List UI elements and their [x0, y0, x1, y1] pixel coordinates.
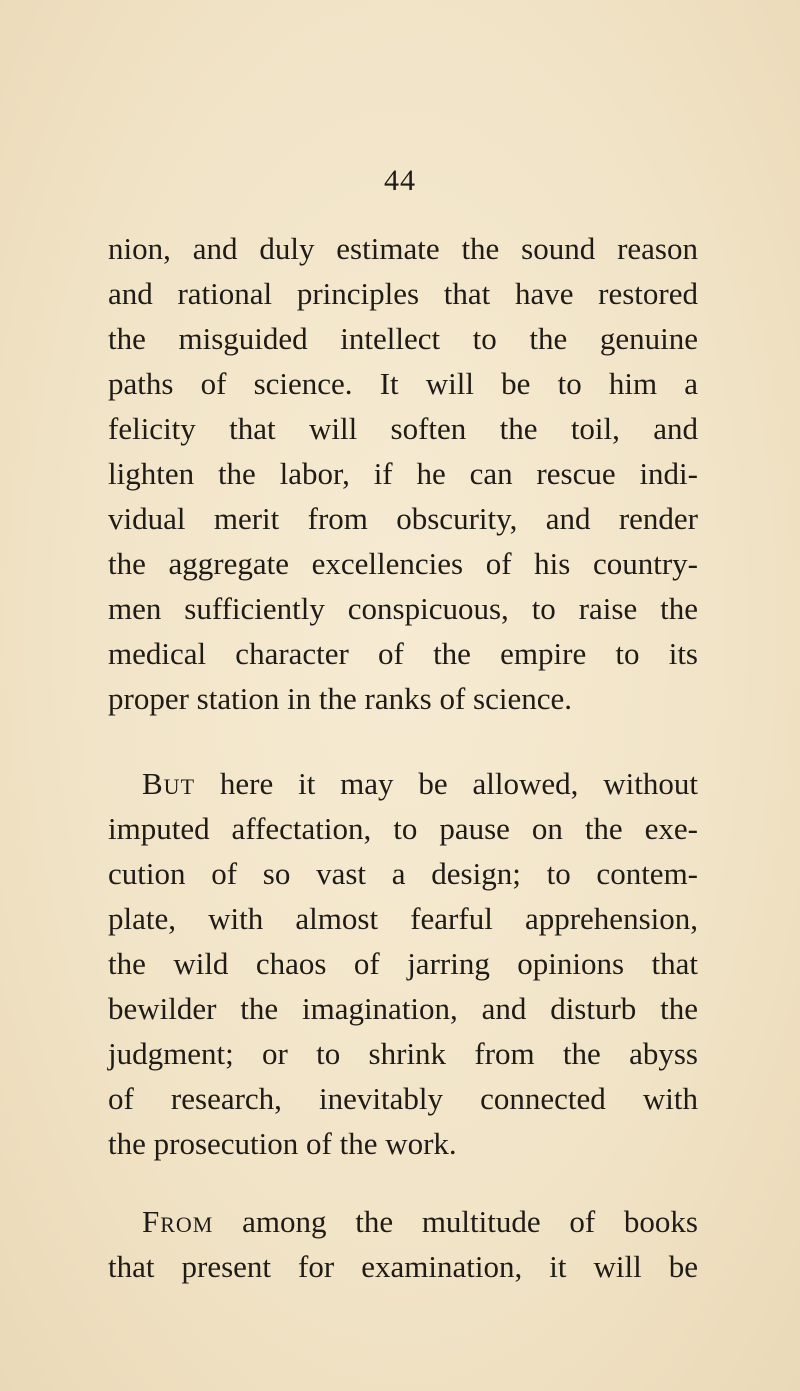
paragraph-gap: [108, 1166, 698, 1199]
text-line: cution of so vast a design; to contem-: [108, 856, 698, 891]
text-line: medical character of the empire to its: [108, 636, 698, 671]
text-line: imputed affectation, to pause on the exe-: [108, 811, 698, 846]
body-text: [108, 226, 698, 1289]
paragraph-2: [108, 761, 698, 1166]
text-line: [108, 1199, 698, 1244]
text-line: bewilder the imagination, and disturb the: [108, 991, 698, 1026]
text-line: [108, 761, 698, 806]
text-line: plate, with almost fearful apprehension,: [108, 901, 698, 936]
text-line: lighten the labor, if he can rescue indi-: [108, 456, 698, 491]
line-text: among the multitude of books: [213, 1204, 698, 1239]
lead-word: From: [142, 1204, 214, 1239]
lead-word: But: [142, 766, 196, 801]
text-line: men sufficiently conspicuous, to raise the: [108, 591, 698, 626]
paragraph-gap: [108, 721, 698, 761]
text-line: proper station in the ranks of science.: [108, 681, 572, 716]
text-line: judgment; or to shrink from the abyss: [108, 1036, 698, 1071]
text-line: paths of science. It will be to him a: [108, 366, 698, 401]
page-number: 44: [384, 164, 416, 197]
text-line: vidual merit from obscurity, and render: [108, 501, 698, 536]
text-line: nion, and duly estimate the sound reason: [108, 231, 698, 266]
text-line: felicity that will soften the toil, and: [108, 411, 698, 446]
text-line: the wild chaos of jarring opinions that: [108, 946, 698, 981]
text-line: the aggregate excellencies of his country-: [108, 546, 698, 581]
text-line: and rational principles that have restored: [108, 276, 698, 311]
text-line: of research, inevitably connected with: [108, 1081, 698, 1116]
text-line: the misguided intellect to the genuine: [108, 321, 698, 356]
paragraph-1: [108, 226, 698, 721]
paragraph-3: [108, 1199, 698, 1289]
text-line: the prosecution of the work.: [108, 1126, 457, 1161]
line-text: here it may be allowed, without: [195, 766, 698, 801]
text-line: that present for examination, it will be: [108, 1249, 698, 1284]
